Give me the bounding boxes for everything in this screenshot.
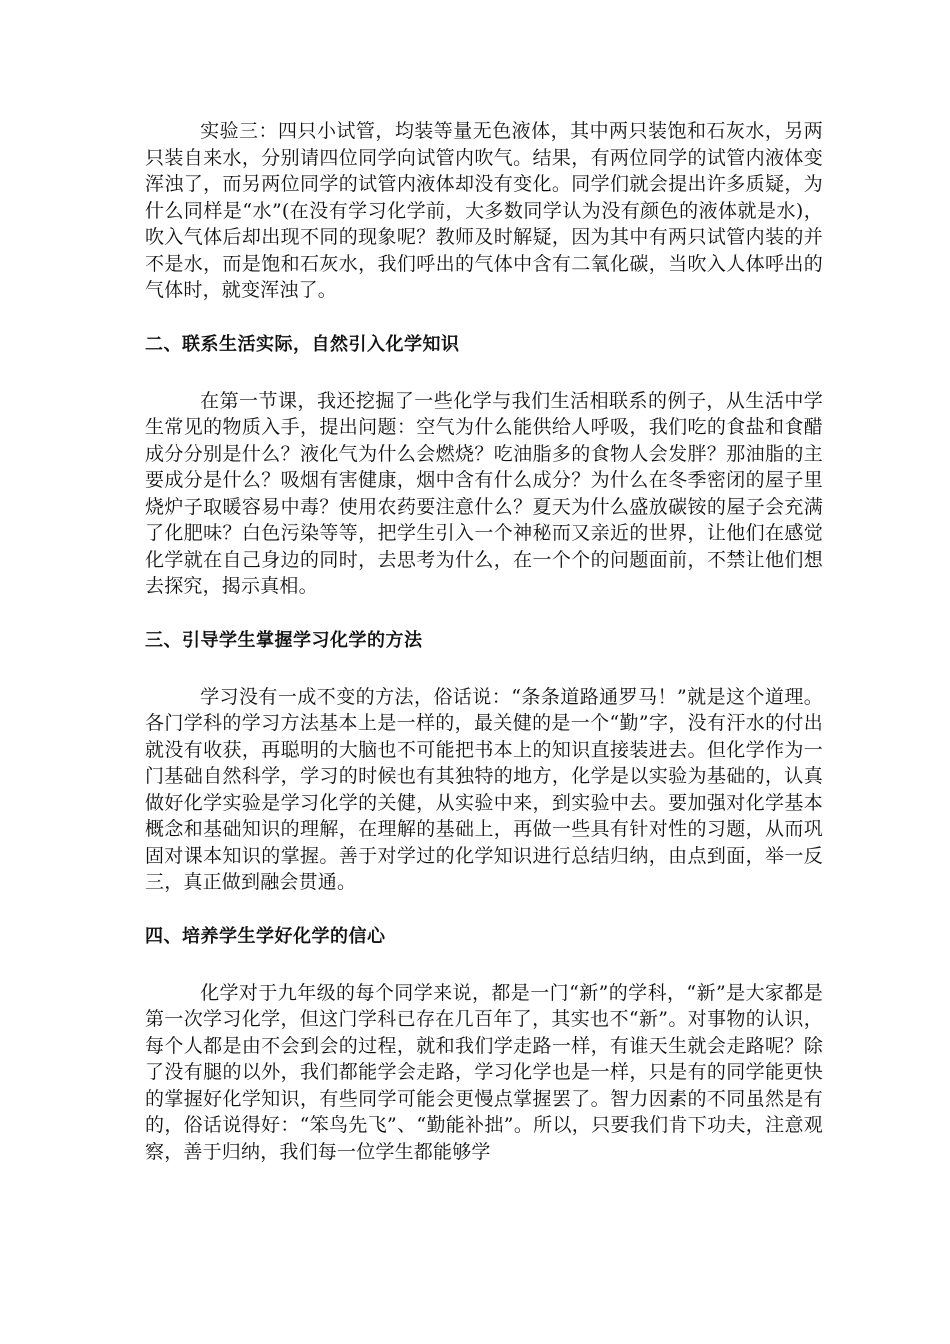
document-body <box>145 118 823 1165</box>
spacer <box>145 950 823 980</box>
spacer <box>145 896 823 924</box>
spacer <box>145 304 823 332</box>
section-heading-2: 二、联系生活实际，自然引入化学知识 <box>145 333 460 355</box>
spacer <box>145 654 823 684</box>
spacer <box>145 600 823 628</box>
paragraph-section-4: 化学对于九年级的每个同学来说，都是一门“新”的学科，“新”是大家都是第一次学习化学，但这门学科已存在几百年了，其实也不“新”。对事物的认识，每个人都是由不会到会的过程，就和我们学走路一样，有谁天生就会走路呢？除了没有腿的以外，我们都能学会走路，学习化学也是一样，只是有的同学能更快的掌握好化学知识，有些同学可能会更慢点掌握罢了。智力因素的不同虽然是有的，俗话说得好：“笨鸟先飞”、“勤能补拙”。所以，只要我们肯下功夫，注意观察，善于归纳，我们每一位学生都能够学 <box>145 981 823 1163</box>
paragraph-section-3: 学习没有一成不变的方法，俗话说：“条条道路通罗马！”就是这个道理。各门学科的学习方法基本上是一样的，最关健的是一个“勤”字，没有汗水的付出就没有收获，再聪明的大脑也不可能把书本上的知识直接装进去。但化学作为一门基础自然科学，学习的时候也有其独特的地方，化学是以实验为基础的，认真做好化学实验是学习化学的关健，从实验中来，到实验中去。要加强对化学基本概念和基础知识的理解，在理解的基础上，再做一些具有针对性的习题，从而巩固对课本知识的掌握。善于对学过的化学知识进行总结归纳，由点到面，举一反三，真正做到融会贯通。 <box>145 685 823 893</box>
paragraph-section-2: 在第一节课，我还挖掘了一些化学与我们生活相联系的例子，从生活中学生常见的物质入手，提出问题：空气为什么能供给人呼吸，我们吃的食盐和食醋成分分别是什么？液化气为什么会燃烧？吃油脂多的食物人会发胖？那油脂的主要成分是什么？吸烟有害健康，烟中含有什么成分？为什么在冬季密闭的屋子里烧炉子取暖容易中毒？使用农药要注意什么？夏天为什么盛放碳铵的屋子会充满了化肥味？白色污染等等，把学生引入一个神秘而又亲近的世界，让他们在感觉化学就在自己身边的同时，去思考为什么，在一个个的问题面前，不禁让他们想去探究，揭示真相。 <box>145 389 823 597</box>
section-heading-3: 三、引导学生掌握学习化学的方法 <box>145 629 423 651</box>
paragraph-experiment-3: 实验三：四只小试管，均装等量无色液体，其中两只装饱和石灰水，另两只装自来水，分别请四位同学向试管内吹气。结果，有两位同学的试管内液体变浑浊了，而另两位同学的试管内液体却没有变化。同学们就会提出许多质疑，为什么同样是“水”(在没有学习化学前，大多数同学认为没有颜色的液体就是水)，吹入气体后却出现不同的现象呢？教师及时解疑，因为其中有两只试管内装的并不是水，而是饱和石灰水，我们呼出的气体中含有二氧化碳，当吹入人体呼出的气体时，就变浑浊了。 <box>145 120 823 301</box>
section-heading-4: 四、培养学生学好化学的信心 <box>145 925 386 947</box>
spacer <box>145 358 823 388</box>
